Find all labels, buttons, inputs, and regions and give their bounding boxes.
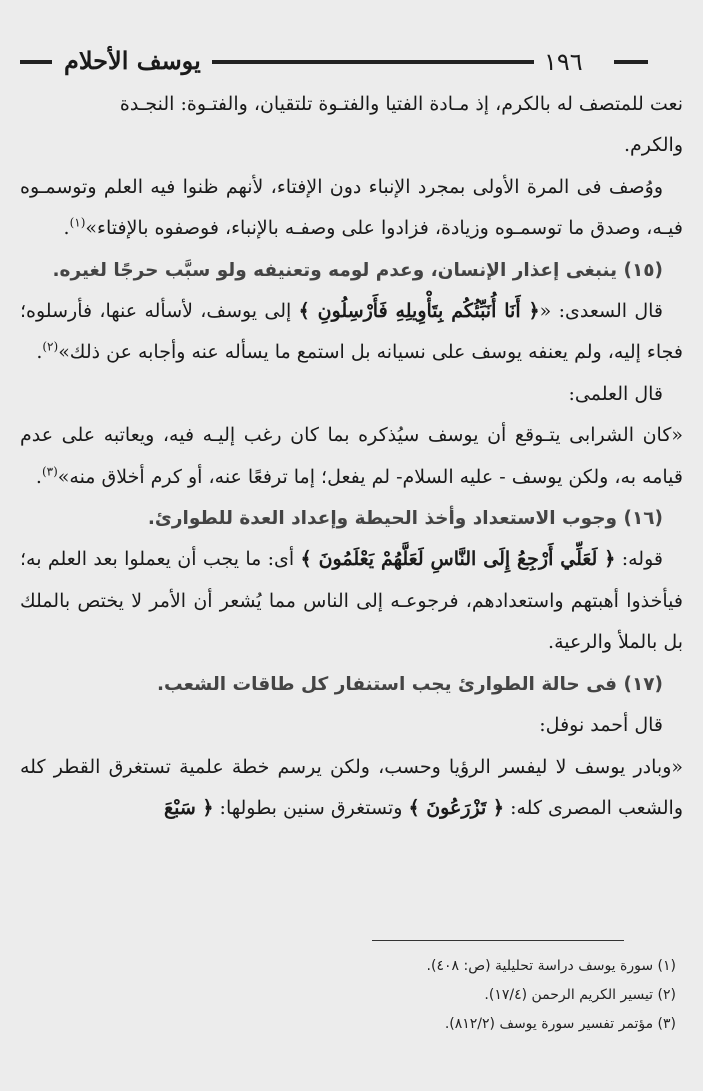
quran-verse-1: ﴿ أَنَا أُنَبِّئُكُم بِتَأْوِيلِهِ فَأَرْسِلُونِ ﴾ [298,300,540,323]
quran-verse-2: ﴿ لَعَلِّي أَرْجِعُ إِلَى النَّاسِ لَعَلَّهُمْ يَعْلَمُونَ ﴾ [300,548,616,571]
quran-verse-4: ﴿ سَبْعَ [163,796,214,819]
page-number: ١٩٦ [544,48,583,76]
paragraph-1-line-2: والكرم. [623,134,683,157]
quran-verse-3: ﴿ تَزْرَعُونَ ﴾ [408,796,505,819]
book-title: يوسف الأحلام [64,46,201,75]
paragraph-6-text: أى: ما يجب أن يعملوا بعد العلم به؛ فيأخذوا أهبتهم واستعدادهم، فرجوعـه إلى الناس مما يُشعر أن الأمر لا يختص بالملك بل بالملأ والرعية. [20,548,683,654]
paragraph-1 [20,84,683,167]
paragraph-2-text: ووُصف فى المرة الأولى بمجرد الإنباء دون الإفتاء، لأنهم ظنوا فيه العلم وتوسمـوه فيـه، وصدق ما توسمـوه وزيادة، فزادوا على وصفـه بالإنباء، فوصفوه بالإفتاء» [20,175,683,240]
paragraph-5-text: «كان الشرابى يتـوقع أن يوسف سيُذكره بما كان رغب إليـه فيه، ويعاتبه على عدم قيامه به، ولكن يوسف - عليه السلام- لم يفعل؛ إما ترفعًا عنه، أو كرم أخلاق منه» [20,424,683,488]
footnote-1: (١) سورة يوسف دراسة تحليلية (ص: ٤٠٨). [426,958,676,974]
footnote-separator [372,940,624,941]
paragraph-6 [20,539,683,663]
paragraph-5 [20,415,683,498]
paragraph-2-end: . [63,217,70,240]
paragraph-7: قال أحمد نوفل: [539,714,663,737]
footnote-3: (٣) مؤتمر تفسير سورة يوسف (٨١٢/٢). [444,1016,676,1032]
paragraph-8 [20,747,683,830]
paragraph-5-end: . [35,465,42,488]
paragraph-4: قال العلمى: [568,382,663,405]
paragraph-1-line-1: نعت للمتصف له بالكرم، إذ مـادة الفتيا والفتـوة تلتقيان، والفتـوة: النجـدة [119,93,683,115]
footnote-ref-1: (١) [69,215,86,230]
footnote-2: (٢) تيسير الكريم الرحمن (١٧/٤). [484,987,676,1003]
footnote-ref-2: (٢) [42,340,59,355]
footnotes [20,952,676,1039]
page-header [20,46,682,86]
paragraph-3 [20,291,683,374]
heading-15: (١٥) ينبغى إعذار الإنسان، وعدم لومه وتعنيفه ولو سبَّب حرجًا لغيره. [52,259,663,281]
paragraph-3-intro: قال السعدى: « [539,300,663,323]
heading-16: (١٦) وجوب الاستعداد وأخذ الحيطة وإعداد العدة للطوارئ. [147,508,663,530]
heading-17: (١٧) فى حالة الطوارئ يجب استنفار كل طاقات الشعب. [156,673,663,695]
header-rule-middle [212,60,534,64]
header-rule-left [20,60,52,64]
paragraph-3-end: . [36,341,43,364]
paragraph-8-text-2: وتستغرق سنين بطولها: [213,796,409,819]
body-text [20,84,683,829]
header-rule-right [614,60,648,64]
paragraph-3-text: إلى يوسف، لأسأله عنها، فأرسلوه؛ فجاء إليه، ولم يعنفه يوسف على نسيانه بل استمع ما يسأله عنه وأجابه عن ذلك» [20,300,683,364]
paragraph-2 [20,167,683,250]
paragraph-6-intro: قوله: [615,548,663,571]
paragraph-8-text: «وبادر يوسف لا ليفسر الرؤيا وحسب، ولكن يرسم خطة علمية تستغرق القطر كله والشعب المصرى كله: [20,755,683,819]
footnote-ref-3: (٣) [41,464,58,479]
